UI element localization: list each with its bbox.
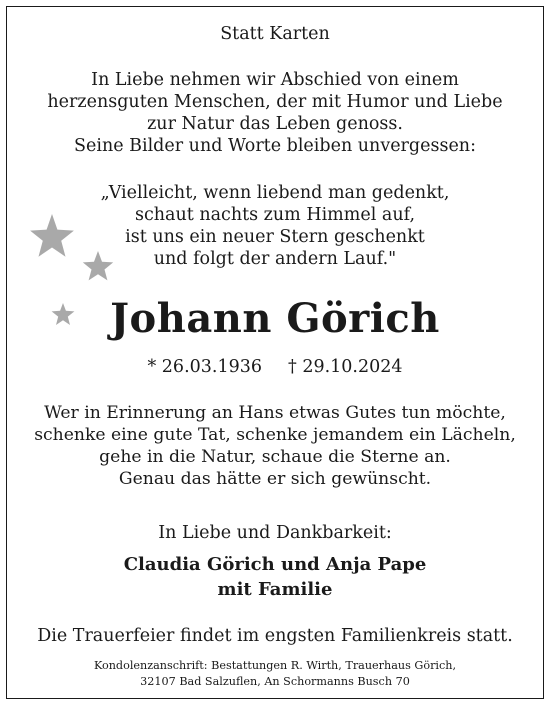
- address-line: Kondolenzanschrift: Bestattungen R. Wirth, Trauerhaus Görich,: [93, 659, 457, 672]
- condolence-address: [7, 658, 543, 690]
- obituary-card: [6, 6, 544, 699]
- memory-text: [7, 402, 543, 490]
- heading: [7, 23, 543, 45]
- mourners-line: Claudia Görich und Anja Pape: [123, 554, 427, 575]
- poem-line: „Vielleicht, wenn liebend man gedenkt,: [100, 183, 450, 203]
- mourners-line: mit Familie: [217, 579, 333, 600]
- funeral-notice: [7, 625, 543, 647]
- poem-line: und folgt der andern Lauf.": [153, 249, 397, 269]
- life-dates: [7, 356, 543, 378]
- intro-line: In Liebe nehmen wir Abschied von einem: [91, 70, 459, 90]
- address-line: 32107 Bad Salzuflen, An Schormanns Busch 70: [140, 675, 410, 688]
- thanks: [7, 522, 543, 544]
- deceased-name: [7, 295, 543, 343]
- poem: [7, 182, 543, 270]
- intro-text: [7, 69, 543, 157]
- name-text: Johann Görich: [110, 295, 440, 342]
- intro-line: herzensguten Menschen, der mit Humor und Liebe: [47, 92, 503, 112]
- memory-line: Wer in Erinnerung an Hans etwas Gutes tun möchte,: [44, 403, 506, 423]
- memory-line: schenke eine gute Tat, schenke jemandem ein Lächeln,: [34, 425, 516, 445]
- poem-line: schaut nachts zum Himmel auf,: [134, 205, 416, 225]
- memory-line: Genau das hätte er sich gewünscht.: [118, 469, 432, 489]
- poem-line: ist uns ein neuer Stern geschenkt: [125, 227, 425, 247]
- mourners: [7, 552, 543, 602]
- intro-line: zur Natur das Leben genoss.: [147, 114, 403, 134]
- thanks-text: In Liebe und Dankbarkeit:: [158, 523, 392, 543]
- heading-text: Statt Karten: [220, 24, 330, 44]
- death-date: † 29.10.2024: [288, 357, 403, 377]
- birth-date: * 26.03.1936: [147, 357, 262, 377]
- funeral-text: Die Trauerfeier findet im engsten Familienkreis statt.: [37, 626, 513, 646]
- intro-line: Seine Bilder und Worte bleiben unvergessen:: [74, 136, 476, 156]
- memory-line: gehe in die Natur, schaue die Sterne an.: [99, 447, 451, 467]
